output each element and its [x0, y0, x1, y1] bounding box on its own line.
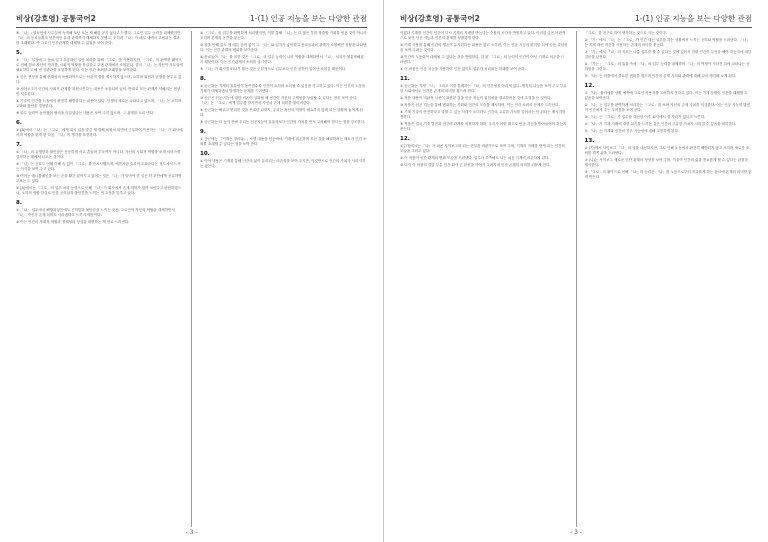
answer-paragraph: ⑤ 작품은 결국 기술 발전과 인간의 관계를 성찰하게 하며, 우리가 어떤 태도로 인공 지능을 받아들여야 하는지 묻는다.: [400, 122, 567, 131]
question-number: 7.: [16, 142, 22, 148]
question-number: 6.: [16, 120, 22, 126]
column-right: [200, 31, 367, 527]
answer-paragraph: ① 「나」 업무에서 해방되었음에도 공허함과 불안감을 느끼는 것은, 그로인이 자신의 역할을 대체하면서 「나」 자신의 존재 의미도 사라졌다고 느끼기 때문이다.: [16, 208, 175, 217]
question-number: 9.: [200, 129, 206, 135]
answer-paragraph: ① [가]에서는 「나」가 피곤 사이보그화 되는 현실을 비판적으로 보여 주며, 기계의 지배를 받게 되는 인간의 모습을 그리고 있다.: [400, 144, 565, 153]
answer-paragraph: ① (가)에서 사이보그 「나」의 일을 대신하지만, 그로 인해 노동에서 완전히 해방되지 않고 오히려 새로운 소외를 겪게 됨을 드러낸다.: [584, 146, 750, 155]
question-number: 8.: [16, 200, 22, 206]
answer-paragraph: ③ 디자 이 작품의 결말 부분 인간 회사 근 문헌을 이야기 그려지며 인간 존재의 의미를 되묻게 한다.: [400, 163, 551, 167]
text-columns: [400, 31, 752, 527]
answer-paragraph: ① [A]에서 「나」는 「그로」에게 회사 업을 맡긴 채 결해 퇴원처 되면서 근무하여 이용하는 「나」가 회사에서의 역할을 잃게 된 다음, 「나」의 생각을 표현한다.: [16, 128, 183, 137]
question-number: 11.: [400, 76, 410, 82]
column-left: [400, 31, 568, 527]
page-number: - 3 -: [185, 529, 198, 536]
answer-paragraph: ③ 작품은 인공 지능을 통해 변화하는 사회와 인간의 모습을 제시하며, 이는 인간 소외의 문제가 드러난다.: [400, 103, 560, 107]
question-number: 13.: [584, 138, 595, 144]
answer-paragraph: ⑤ 「나」: 열쇠언에 사무실에 녹게해 보닌 오는 게 해한 공지 않다고 느꼈다. 그로인 업무 능력을 대체했지만, 「나」의 등료들과의 인간적인 유대 관계까지 대체하지 못했고, 오히려 「나」가 매일 내에서 고립되는 결과를 초래했다. 즉 그로인 인간관계를 대체할 수 없었음 보여 준다.: [16, 31, 182, 45]
answer-paragraph: ① 공근에는 「기계는 정리다」, 소생 내용을 인공에서, 기계에 의존하며 모든 것을 해결하려는 태도가 인간 소외를 초래할 수 있다는 점을 보여 준다.: [200, 137, 367, 146]
answer-paragraph: ④ 동료들이 「나」를 피한 것은 「그로」의 업무 능력이 나의 역할을 대체하면서 「나」 처지가 불분명해졌기 때문이다. 이는 인간관계의 소외를 암시한다.: [200, 55, 364, 64]
answer-paragraph: ② 「그로」의 업무를 완벽하게 처리했지만, 이를 통해 「나」는 더 많은 부를 창출할 기회를 얻은 것이 아니라 오히려 존재의 공간을 잃는다.: [200, 31, 367, 40]
answer-paragraph: ② (나)는 사이보그 새로운 인간 관계의 형성을 보여 주며, 기술이 인간의 삶을 풍요롭게 할 수 있다는 관점을 제시한다.: [584, 158, 748, 167]
text-columns: [16, 31, 367, 527]
answer-paragraph: ② 이 작품이 인간 관계의 변화 모습을 드러낸다. 업무가 부족해도 나는 처음 기계에 의존하게 된다.: [400, 156, 550, 160]
answer-paragraph: ④ 기술이 인간을 느돌에서 완전히 해방한다는 내용이 있다. 단쟁의 새로운 나타나고 있으며, 「나」는 오히려 교화와 불안을 경험한다.: [16, 99, 182, 108]
page-number: - 3 -: [570, 529, 582, 536]
answer-paragraph: ③ 열을 안해 있도 게 매튼 공직 없이 그 「나」와 입지가 좋아졌고 동료들과의 관계가 소원해진 상황을 나타낸다. 이는 인간 관계의 변화를 보여준다.: [200, 43, 367, 52]
answer-paragraph: ⑤ 공근하는 더 높지 전에 우리는 인공지능이 효율성보다 인간의 가치를 먼저 고려해야 한다는 점을 강조한다.: [200, 120, 366, 124]
answer-paragraph: ④ 「나」가 기계 지배에 대한 위기를 느끼는 것은 인간의 고유한 가치가 사라질 수 있음을 의미한다.: [584, 122, 737, 126]
answer-paragraph: ④ [A]에서는 「그로」의 업무 처리 능력으로 인해 「나」가 회사에서 존재 의미가 없어 보인다고 판단하였으나, 오히려 역할 살실로 인한 공허함과 불안감을 느끼는 게 초점을 맞추고 있다.: [16, 186, 182, 195]
answer-paragraph: ② 공근하는 기계의 효율성이 높아짐수록 인간이 오히려 소외될 수 있음을 경고하고 있다. 이는 인간의 노동을 기계가 대체하면서 발생하는 문제를 드러낸다.: [200, 84, 366, 93]
page-header: [400, 10, 752, 24]
page-header: [16, 10, 367, 24]
answer-paragraph: ③ 서아오그가 인간의 사회적 관계를 복원시킨다는 내용은 포함되어 있어, 반대로 모든 관계가 약해지는 현상만 서술된다.: [16, 87, 181, 96]
answer-paragraph: ② 기계 사용을 통해 인간의 생존이 유지된다는 내용은 없고 오히려, 이는 인공 지능의 편리함 뒤에 숨은 위험성을 보여 주려는 것이다.: [400, 43, 568, 52]
answer-paragraph: ③ 「가」에서 「나」의 지도는 나름 업무를 할 수 있다는 것에 있어서 한편 인간이 무엇을 해야 하는지에 대한 질문을 던진다.: [584, 50, 752, 59]
answer-paragraph: ③ 인간의 노동력이 대체될 수 있다는 점을 반영한다. 한 편 「그로」의 능력이 인간이 아닌 기계로 의존을 드러낸다.: [400, 55, 565, 64]
answer-paragraph: ① 「나」 입장에 그 동료 일고 초롱하인 일만 처리를 위해 「그로」을 사용하지만, 「그로」의 완벽한 활약으로 인해 점차 자신의 자리를, 사회적 역할을 상실하고 주변 관계에서 소외된다. 결국 「나」는 자신이 사무실에 필요하다고 해 낸 상관관을 포함하게 된다. 이는 인간 소외를 초래함을 보여준다.: [16, 58, 183, 72]
question-number: 10.: [200, 151, 210, 157]
answer-paragraph: ⑤ 「나」가 회사를 떠나기 힘든 것은 근본적으로 업무보다 인간 공간이 일어난 소외감 때문이다.: [200, 67, 347, 71]
column-right: [585, 31, 753, 527]
answer-paragraph: ⑤ 「나」는 기계와 인간의 공존 가능성에 대해 고민하게 된다.: [584, 129, 680, 133]
header-rule: [400, 27, 752, 28]
question-number: 8.: [200, 76, 206, 82]
column-divider: [576, 31, 577, 527]
answer-paragraph: ④ 「가는」 「그로」의 효율 속에 「나」의 업무 능력을 대체하며 「나」의 역할이 사라진 뒤에 나타나는 공허함을 그린다.: [584, 62, 750, 71]
answer-paragraph: ⑤ 「나」는 작품에서 중요한 변화를 겪으며 인간의 존재 가치와 관계에 대해 다시 생각해 보게 된다.: [584, 74, 737, 78]
answer-paragraph: 「그로」를 친구로 하여 생각하는 것으로 가는 것이다.: [584, 31, 667, 35]
page-right: [384, 0, 768, 542]
subject-title: 비상(강호영) 공통국어2: [400, 14, 480, 23]
answer-paragraph: ④ 공근하는 빠르고 편리한 것을 선호한 나머지, 우리는 자신의 역할이 필요하지 않게 되는 상황에 놓이게 된다.: [200, 108, 363, 117]
answer-paragraph: ③ 공근은 인공 지능에 대한 의존이 심화될 때 인간이 자신의 주체성을 상실할 수 있다는 점을 보여 준다. 「나」는 「그로」에게 업무를 맡기면서 자신의 존재 의미를 잃어버린다.: [200, 96, 358, 105]
answer-paragraph: ① 이야 내용은 기계를 통해 인간의 삶이 유리되는 의존성을 보여 주지만, 이것만으로 인간의 가치가 사라지지는 않는다.: [200, 159, 366, 168]
answer-paragraph: ① 「나」 불가에한 상황 예측에 그로인 사용자를 고려하지 못하고 있다. 이는 기계 문명이 인간을 대체할 수 있음을 보여준다.: [584, 91, 748, 100]
answer-paragraph: ⑤ 업무 능력이 높아졌어 협력을 이끌었다는 내용은 보여 주지 않으며, 그 관계를 도리 낸다.: [16, 111, 155, 115]
question-number: 12.: [584, 83, 595, 89]
question-number: 5.: [16, 50, 22, 56]
header-rule: [16, 27, 367, 28]
column-divider: [191, 31, 192, 527]
answer-paragraph: ② 공은 현상을 통해 현재성의 독립과학으로는 낙관적 결을 제시하지 않으며, 오히려 위험과 균형을 봄주고 있다.: [16, 75, 182, 84]
subject-title: 비상(강호영) 공통국어2: [16, 14, 96, 23]
unit-title: 1-(1) 인공 지능을 보는 다양한 관점: [635, 14, 752, 23]
unit-title: 1-(1) 인공 지능을 보는 다양한 관점: [250, 14, 367, 23]
answer-paragraph: ④ 이 작품은 인공 지능을 사용하여 인간 없이도 업무가 처리되는 미래를 보여 준다.: [400, 67, 526, 71]
answer-paragraph: ① 「나」의 유행함과 불안함은 응응하게 사고 흔들어 부국이가 아니다, 자신의 사회적 역할을 소개 서비스를 감정하는 데에서 나오는 것이다.: [16, 150, 181, 159]
answer-paragraph: ③ 「나」는 「그로」가 업무를 대신한 이후 회사에서 설 자리가 없다고 느낀다.: [584, 115, 706, 119]
answer-paragraph: ② 「가」에서 「나」는 「그로」가 인간 대신 업무를 하는 상황에서 느끼는 공허와 역할을 드러낸다. 「나」는 기계 대신 자신을 사용하는 존재의 의미를 묻는다.: [584, 38, 750, 47]
answer-paragraph: ② 「나」는 업무를 완벽하게 처리하는 「그로」를 보며 자신의 존재 가치를 의심한다. 이는 인공 지능의 발전이 인간에게 주는 두려움을 보여 준다.: [584, 103, 751, 112]
answer-paragraph: ② 이는 인간의 사회적 역할과 정체성의 상실을 대변하는 게 상로 드러낸다.: [16, 220, 130, 224]
column-left: [16, 31, 183, 527]
answer-paragraph: ③ 여어는 매니를메인을 보는 곧을 활간 잃어지고 있어는 것은 「나」가 알아야 한 일은 한 무안에게 공유하면 무보는 수 있다.: [16, 174, 182, 183]
question-number: 12.: [400, 136, 410, 142]
answer-paragraph: ③ 「그로」의 활약으로 인해 「나」의 능력은 「나」를 노동으로부터 자유롭게 하는 동시에 존재의 의미를 잃게 만든다.: [584, 170, 752, 179]
answer-paragraph: ② 「나」는 동료도 인해 이해 속 없이 「그로」를 증시시했으며, 예전처럼 효과적 도와준다는 정도에서 느끼는 이식을 보여 주고 있다.: [16, 162, 181, 171]
answer-paragraph: ④ 기계 기술이 안전하다고 말할 수 있는 시대가 오더라도 인간의 고유한 가치를 잊어서는 안 된다는 메시지를 전한다.: [400, 110, 566, 119]
answer-paragraph: 이겠다 기계를 인간이 인간이 다시 기계의 지배를 받는다는 순환의 시간을 반영하고 있다. 이러한 글은 비판적으로 보면 인공 지능과 인간의 관계를 성찰하게 한다.: [400, 31, 566, 40]
answer-paragraph: ② 작품 내용이 비판적 시선이 표현된 것을 인공 지능의 위험성을 경고하려는 것에 초점을 둔 것이다.: [400, 96, 552, 100]
answer-paragraph: ① 공근하는 기계 「너」 그리고 이를 통제하는 「나」의 인간성을 아리게 있다. 생각의 나눔을 보여 주고 부유한 사회에서도 인간은 존재의 의미를 찾으려 한다.: [400, 84, 567, 93]
